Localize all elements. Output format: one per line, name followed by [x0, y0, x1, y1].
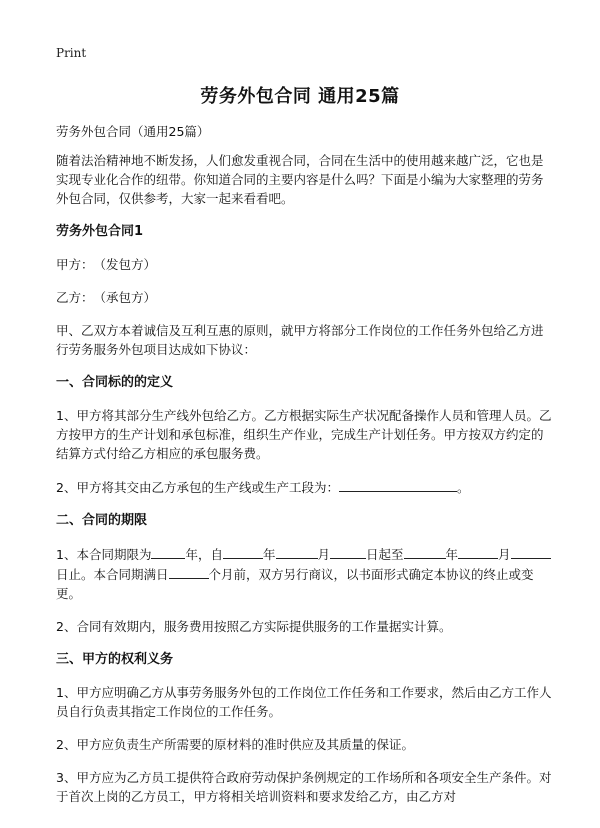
document-body	[56, 122, 552, 820]
fill-in-blank	[404, 544, 446, 559]
fill-in-blank	[151, 544, 185, 559]
clause-paragraph: 1、甲方应明确乙方从事劳务服务外包的工作岗位工作任务和工作要求，然后由乙方工作人员自行负责其指定工作岗位的工作任务。	[56, 685, 552, 719]
section-heading: 三、甲方的权利义务	[56, 652, 174, 667]
document-subtitle: 劳务外包合同（通用25篇）	[56, 124, 210, 139]
clause-paragraph-with-blank	[56, 477, 552, 497]
section-heading: 二、合同的期限	[56, 513, 148, 528]
clause-text: 年	[445, 547, 459, 562]
clause-paragraph-with-blanks	[56, 544, 552, 603]
section-heading: 一、合同标的的定义	[56, 375, 174, 390]
clause-text: 。	[456, 480, 470, 495]
clause-paragraph: 3、甲方应为乙方员工提供符合政府劳动保护条例规定的工作场所和各项安全生产条件。对于首次上岗的乙方员工，甲方将相关培训资料和要求发给乙方，由乙方对	[56, 770, 552, 804]
clause-text: 日止。本合同期满日	[56, 567, 169, 582]
fill-in-blank	[339, 477, 457, 492]
clause-paragraph: 2、甲方应负责生产所需要的原材料的准时供应及其质量的保证。	[56, 737, 414, 752]
clause-text: 年	[262, 547, 276, 562]
clause-text: 日起至	[366, 547, 404, 562]
fill-in-blank	[169, 564, 209, 579]
clause-text: 1、本合同期限为	[56, 547, 152, 562]
fill-in-blank	[276, 544, 318, 559]
clause-text: 月	[317, 547, 331, 562]
page-title: 劳务外包合同 通用25篇	[200, 86, 400, 107]
contract-heading: 劳务外包合同1	[56, 224, 144, 239]
clause-text: 个月前，双方另行商议，以书面形式确定本协议的终止或变更。	[56, 567, 534, 601]
party-a-line: 甲方： （发包方）	[56, 257, 157, 272]
fill-in-blank	[458, 544, 498, 559]
fill-in-blank	[511, 544, 551, 559]
clause-text: 2、甲方将其交由乙方承包的生产线或生产工段为：	[56, 480, 339, 495]
intro-paragraph: 随着法治精神地不断发扬，人们愈发重视合同，合同在生活中的使用越来越广泛，它也是实现专业化合作的纽带。你知道合同的主要内容是什么吗？下面是小编为大家整理的劳务外包合同，仅供参考，大家一起来看看吧。	[56, 153, 544, 206]
print-link[interactable]: Print	[56, 46, 87, 60]
preamble-paragraph: 甲、乙双方本着诚信及互利互惠的原则，就甲方将部分工作岗位的工作任务外包给乙方进行劳务服务外包项目达成如下协议：	[56, 323, 544, 357]
party-b-line: 乙方： （承包方）	[56, 290, 157, 305]
clause-paragraph: 2、合同有效期内，服务费用按照乙方实际提供服务的工作量据实计算。	[56, 619, 452, 634]
fill-in-blank	[330, 544, 366, 559]
fill-in-blank	[223, 544, 263, 559]
clause-text: 月	[498, 547, 511, 562]
clause-text: 年，自	[185, 547, 223, 562]
clause-paragraph: 1、甲方将其部分生产线外包给乙方。乙方根据实际生产状况配备操作人员和管理人员。乙方按甲方的生产计划和承包标准，组织生产作业，完成生产计划任务。甲方按双方约定的结算方式付给乙方相应的承包服务费。	[56, 408, 552, 461]
